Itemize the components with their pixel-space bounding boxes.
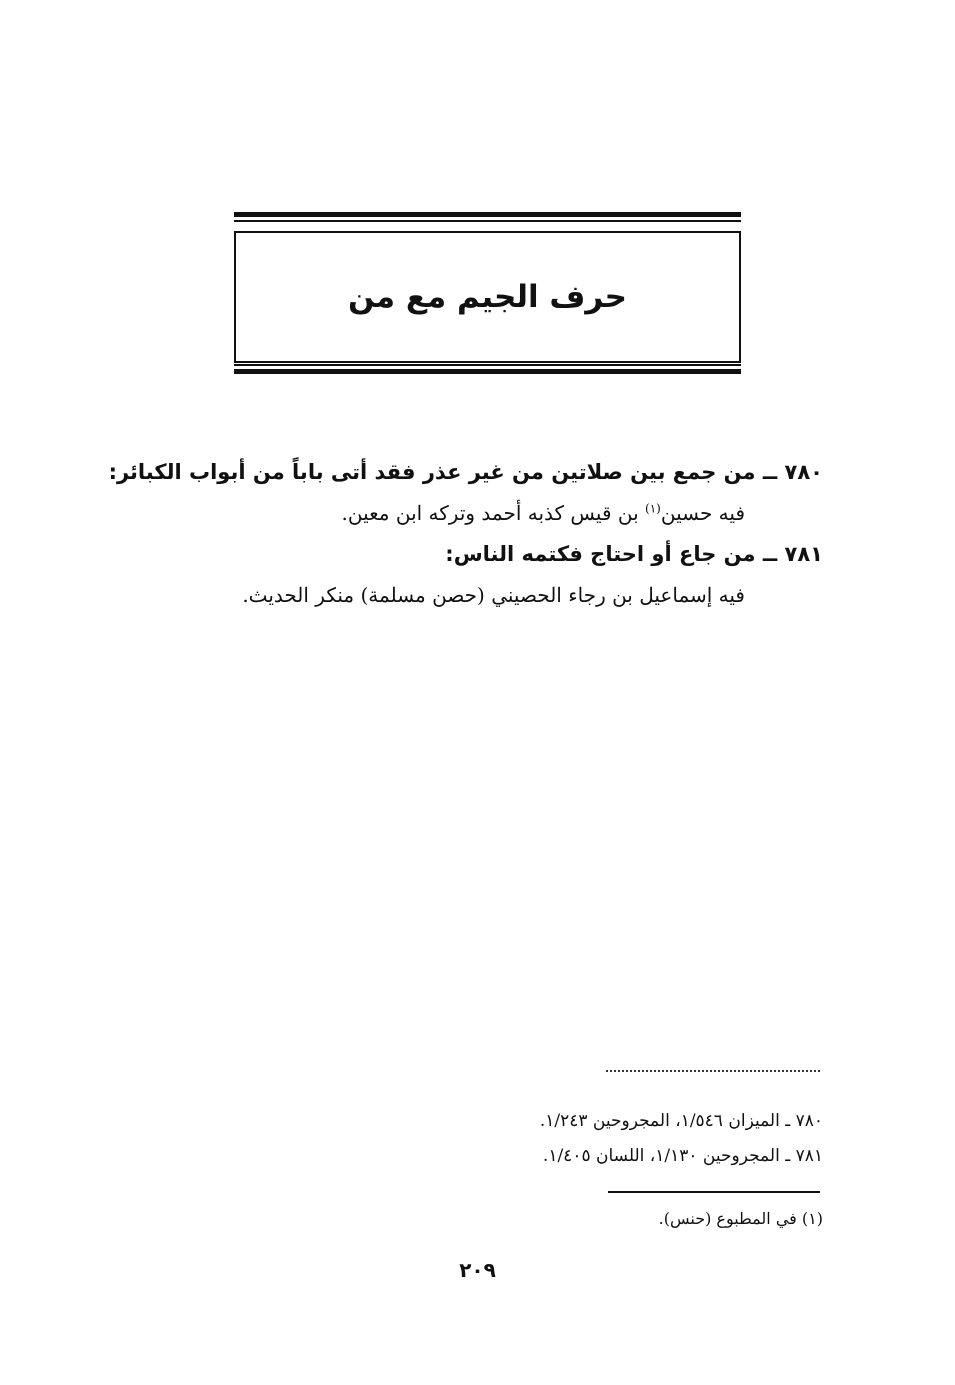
hadith-entry-780 — [108, 452, 823, 534]
source-references — [343, 1104, 823, 1174]
footnote-marker: (١) — [645, 501, 661, 516]
chapter-title: حرف الجيم مع من — [347, 279, 628, 315]
hadith-commentary: فيه إسماعيل بن رجاء الحصيني (حصن مسلمة) منكر الحديث. — [242, 583, 745, 607]
commentary-text: فيه حسين — [660, 501, 745, 525]
source-line: ٧٨٠ ـ الميزان ١/٥٤٦، المجروحين ١/٢٤٣. — [539, 1111, 823, 1131]
hadith-heading: ٧٨٠ ــ من جمع بين صلاتين من غير عذر فقد أتى باباً من أبواب الكبائر: — [108, 460, 823, 484]
hadith-entries — [108, 452, 823, 616]
page-number: ٢٠٩ — [459, 1258, 496, 1282]
dotted-separator — [606, 1070, 820, 1072]
hadith-entry-781 — [123, 534, 823, 616]
hadith-commentary — [123, 493, 823, 534]
footnote-rule — [608, 1191, 820, 1193]
title-top-rule — [234, 212, 741, 222]
footnote: (١) في المطبوع (حنس). — [658, 1209, 823, 1228]
commentary-text: بن قيس كذبه أحمد وتركه ابن معين. — [341, 501, 646, 525]
hadith-heading: ٧٨١ ــ من جاع أو احتاج فكتمه الناس: — [445, 542, 823, 566]
title-bottom-rule — [234, 364, 741, 374]
chapter-title-frame — [234, 231, 741, 363]
source-line: ٧٨١ ـ المجروحين ١/١٣٠، اللسان ١/٤٠٥. — [542, 1146, 823, 1166]
